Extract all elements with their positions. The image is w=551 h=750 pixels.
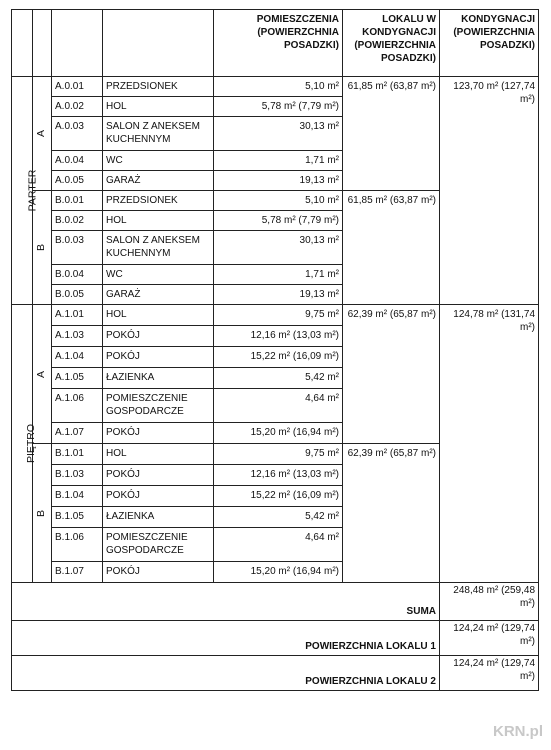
room-code: A.1.07 [52,423,103,444]
room-code: A.1.06 [52,389,103,423]
room-area: 1,71 m² [214,151,343,171]
room-code: A.0.01 [52,77,103,97]
unit1-total-label: POWIERZCHNIA LOKALU 1 [12,621,440,656]
room-name: GARAŻ [103,171,214,191]
table-row [12,77,539,97]
unit2-total-row [12,656,539,691]
unit2-total-value: 124,24 m² (129,74 m²) [440,656,539,691]
table-row [12,305,539,326]
header-floor-area: KONDYGNACJI (POWIERZCHNIA POSADZKI) [440,10,539,77]
room-code: A.1.04 [52,347,103,368]
room-area: 30,13 m² [214,231,343,265]
room-area: 15,22 m² (16,09 m²) [214,486,343,507]
room-name: WC [103,265,214,285]
room-name: GARAŻ [103,285,214,305]
unit-area: 62,39 m² (65,87 m²) [343,444,440,583]
room-code: A.1.05 [52,368,103,389]
unit-area: 61,85 m² (63,87 m²) [343,191,440,305]
room-code: B.1.05 [52,507,103,528]
level-label-parter: PARTER [12,77,33,305]
room-code: A.0.04 [52,151,103,171]
room-area: 9,75 m² [214,444,343,465]
room-area: 12,16 m² (13,03 m²) [214,465,343,486]
room-name: SALON Z ANEKSEM KUCHENNYM [103,231,214,265]
room-name: POKÓJ [103,486,214,507]
room-name: POKÓJ [103,562,214,583]
room-code: B.0.02 [52,211,103,231]
room-area: 5,10 m² [214,191,343,211]
room-area: 15,20 m² (16,94 m²) [214,423,343,444]
room-name: POKÓJ [103,423,214,444]
room-name: WC [103,151,214,171]
room-name: HOL [103,305,214,326]
room-area: 15,22 m² (16,09 m²) [214,347,343,368]
unit-area: 61,85 m² (63,87 m²) [343,77,440,191]
level-label-pietro: PIĘTRO [12,305,33,583]
floor-area: 123,70 m² (127,74 m²) [440,77,539,305]
room-name: HOL [103,444,214,465]
room-area: 5,10 m² [214,77,343,97]
room-code: B.1.03 [52,465,103,486]
room-code: B.1.04 [52,486,103,507]
room-area: 19,13 m² [214,285,343,305]
room-area: 5,78 m² (7,79 m²) [214,211,343,231]
room-code: B.1.01 [52,444,103,465]
sum-value: 248,48 m² (259,48 m²) [440,583,539,621]
room-area: 9,75 m² [214,305,343,326]
room-code: B.0.01 [52,191,103,211]
unit1-total-value: 124,24 m² (129,74 m²) [440,621,539,656]
room-code: A.0.02 [52,97,103,117]
unit-label-b: B [33,191,52,305]
floor-area: 124,78 m² (131,74 m²) [440,305,539,583]
room-code: B.1.07 [52,562,103,583]
room-name: HOL [103,211,214,231]
header-unit-area: LOKALU W KONDYGNACJI (POWIERZCHNIA POSADZKI) [343,10,440,77]
room-name: PRZEDSIONEK [103,77,214,97]
room-name: POKÓJ [103,326,214,347]
unit-label-a: A [33,77,52,191]
sum-row [12,583,539,621]
room-area: 1,71 m² [214,265,343,285]
room-code: A.1.01 [52,305,103,326]
room-name: PRZEDSIONEK [103,191,214,211]
header-room-area: POMIESZCZENIA (POWIERZCHNIA POSADZKI) [214,10,343,77]
unit-area: 62,39 m² (65,87 m²) [343,305,440,444]
room-name: HOL [103,97,214,117]
room-name: POKÓJ [103,347,214,368]
room-name: POKÓJ [103,465,214,486]
room-area: 15,20 m² (16,94 m²) [214,562,343,583]
unit-label-b: B [33,444,52,583]
room-area: 4,64 m² [214,389,343,423]
room-code: B.0.03 [52,231,103,265]
area-table [11,9,539,691]
room-area: 19,13 m² [214,171,343,191]
watermark-logo: KRN.pl [493,723,543,740]
room-code: B.1.06 [52,528,103,562]
room-area: 30,13 m² [214,117,343,151]
room-code: A.0.05 [52,171,103,191]
room-code: A.0.03 [52,117,103,151]
room-code: A.1.03 [52,326,103,347]
room-name: SALON Z ANEKSEM KUCHENNYM [103,117,214,151]
room-area: 5,42 m² [214,507,343,528]
sum-label: SUMA [12,583,440,621]
room-area: 5,42 m² [214,368,343,389]
room-code: B.0.04 [52,265,103,285]
header-row [12,10,539,77]
room-name: ŁAZIENKA [103,368,214,389]
unit-label-a: A [33,305,52,444]
room-area: 12,16 m² (13,03 m²) [214,326,343,347]
room-code: B.0.05 [52,285,103,305]
room-area: 5,78 m² (7,79 m²) [214,97,343,117]
room-name: POMIESZCZENIE GOSPODARCZE [103,528,214,562]
unit1-total-row [12,621,539,656]
room-name: ŁAZIENKA [103,507,214,528]
room-area: 4,64 m² [214,528,343,562]
unit2-total-label: POWIERZCHNIA LOKALU 2 [12,656,440,691]
room-name: POMIESZCZENIE GOSPODARCZE [103,389,214,423]
